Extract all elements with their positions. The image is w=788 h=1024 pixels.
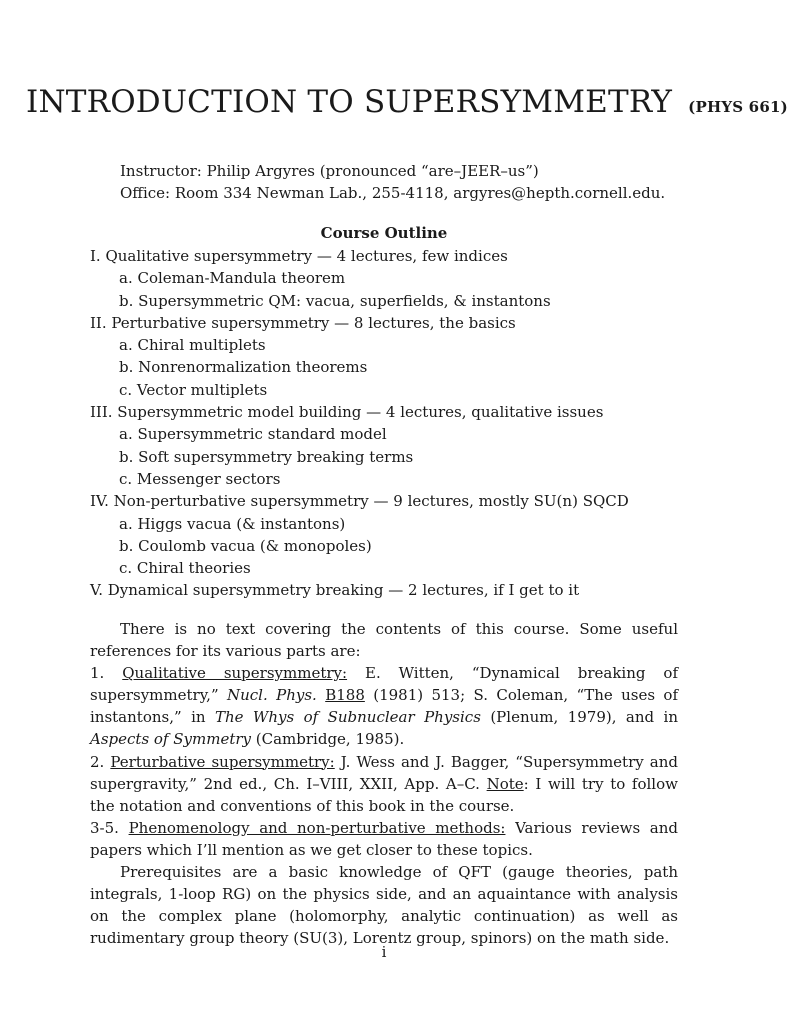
outline-section: II. Perturbative supersymmetry — 8 lectures, the basics bbox=[90, 313, 516, 332]
outline-item: b. Nonrenormalization theorems bbox=[119, 358, 368, 377]
reference-2 bbox=[90, 751, 678, 817]
ref-text: J. Wess and J. Bagger, “Supersymmetry and supergravity,” 2nd ed., Ch. I–VIII, XXII, App. A–C. bbox=[90, 752, 678, 793]
note-label: Note bbox=[486, 774, 524, 793]
book-title: The Whys of Subnuclear Physics bbox=[214, 708, 481, 727]
journal-name: Nucl. Phys. bbox=[227, 686, 317, 705]
outline-item: c. Chiral theories bbox=[119, 559, 251, 578]
outline-item: a. Chiral multiplets bbox=[119, 336, 266, 355]
ref-topic: Qualitative supersymmetry: bbox=[122, 664, 348, 683]
course-outline bbox=[90, 245, 629, 602]
ref-text: (Plenum, 1979), and in bbox=[480, 708, 678, 727]
office-line: Office: Room 334 Newman Lab., 255-4118, argyres@hepth.cornell.edu. bbox=[120, 184, 666, 202]
ref-number: 3-5. bbox=[90, 818, 119, 837]
outline-item: a. Coleman-Mandula theorem bbox=[119, 269, 346, 288]
course-title: INTRODUCTION TO SUPERSYMMETRY bbox=[26, 84, 673, 120]
outline-item: c. Vector multiplets bbox=[119, 380, 268, 399]
outline-item: b. Coulomb vacua (& monopoles) bbox=[119, 536, 372, 555]
ref-text: (1981) 513; S. Coleman, “The uses of instantons,” in bbox=[90, 686, 679, 727]
outline-section: IV. Non-perturbative supersymmetry — 9 lectures, mostly SU(n) SQCD bbox=[90, 492, 629, 511]
reference-1 bbox=[90, 662, 678, 750]
course-code: (PHYS 661) bbox=[688, 98, 788, 116]
outline-section: V. Dynamical supersymmetry breaking — 2 lectures, if I get to it bbox=[90, 581, 580, 600]
page-number: i bbox=[381, 943, 387, 961]
page-title bbox=[26, 84, 788, 120]
outline-section: III. Supersymmetric model building — 4 lectures, qualitative issues bbox=[90, 403, 604, 422]
ref-number: 1. bbox=[90, 664, 105, 683]
outline-item: a. Supersymmetric standard model bbox=[119, 425, 387, 444]
ref-text bbox=[317, 686, 325, 704]
book-title: Aspects of Symmetry bbox=[90, 730, 252, 749]
outline-item: b. Soft supersymmetry breaking terms bbox=[119, 447, 414, 466]
prerequisites-paragraph: Prerequisites are a basic knowledge of QFT (gauge theories, path integrals, 1-loop RG) on the physics side, and an aquaintance with analysis on the complex plane (holomorphy, analytic continuation) as well as rudimentary group theory (SU(3), Lorentz group, spinors) on the math side. bbox=[90, 863, 678, 948]
references-text bbox=[90, 618, 678, 949]
instructor-info bbox=[120, 160, 665, 204]
outline-section: I. Qualitative supersymmetry — 4 lectures, few indices bbox=[90, 247, 508, 265]
outline-item: a. Higgs vacua (& instantons) bbox=[119, 514, 346, 533]
reference-3-5 bbox=[90, 817, 678, 861]
ref-text: (Cambridge, 1985). bbox=[251, 730, 405, 749]
intro-paragraph: There is no text covering the contents of this course. Some useful references for its various parts are: bbox=[90, 620, 678, 661]
outline-heading: Course Outline bbox=[320, 224, 448, 242]
ref-topic: Perturbative supersymmetry: bbox=[110, 752, 335, 771]
journal-volume: B188 bbox=[325, 686, 365, 705]
ref-text: : I will try to follow the notation and conventions of this book in the course. bbox=[90, 774, 678, 815]
ref-topic: Phenomenology and non-perturbative methods: bbox=[128, 818, 506, 837]
ref-number: 2. bbox=[90, 752, 105, 771]
outline-item: b. Supersymmetric QM: vacua, superfields, & instantons bbox=[119, 291, 551, 310]
ref-text: E. Witten, “Dynamical breaking of supersymmetry,” bbox=[90, 664, 678, 705]
instructor-line: Instructor: Philip Argyres (pronounced “are–JEER–us”) bbox=[120, 162, 539, 180]
outline-item: c. Messenger sectors bbox=[119, 469, 281, 488]
ref-text: Various reviews and papers which I’ll mention as we get closer to these topics. bbox=[90, 818, 678, 859]
